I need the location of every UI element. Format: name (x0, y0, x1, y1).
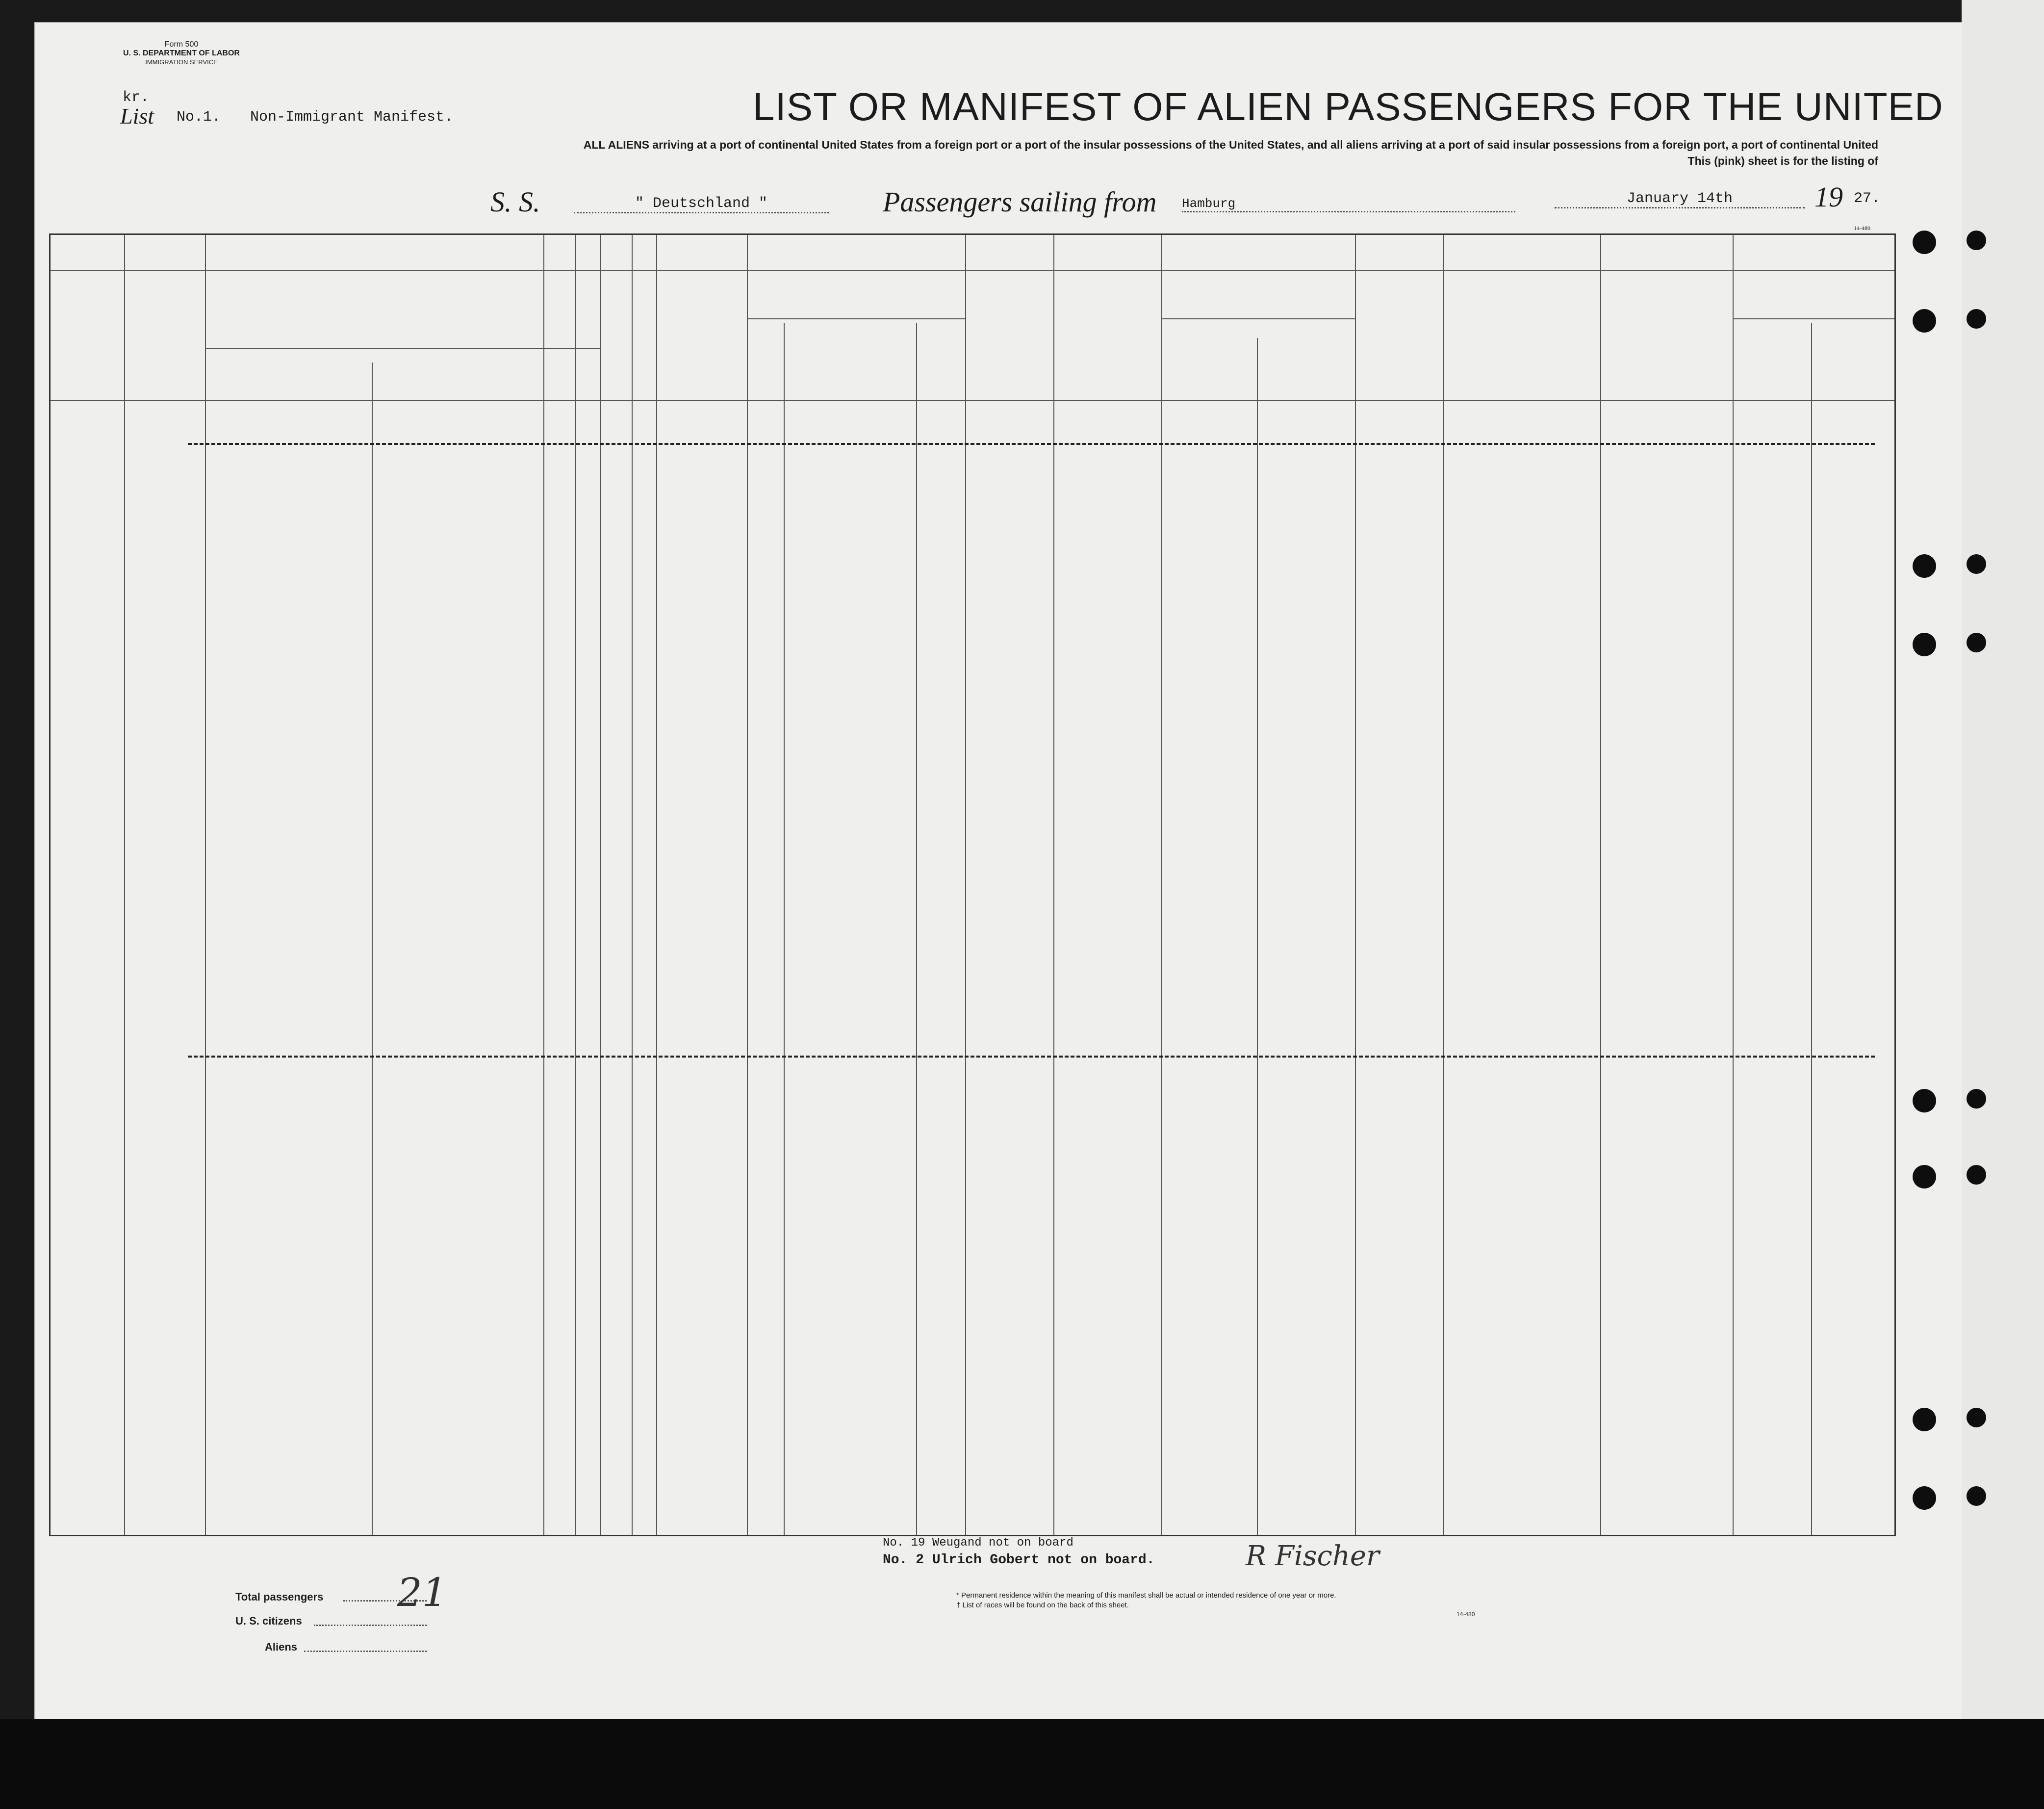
ship-name: " Deutschland " (574, 195, 829, 213)
table-row (51, 1190, 1894, 1226)
table-row (51, 1226, 1894, 1263)
department-name: U. S. DEPARTMENT OF LABOR (123, 49, 240, 57)
table-row (51, 577, 1894, 614)
punch-hole (1913, 1486, 1936, 1510)
header-rule (747, 318, 965, 319)
punch-hole (1967, 633, 1986, 652)
table-row (51, 613, 1894, 649)
year-prefix: 19 (1814, 181, 1843, 213)
list-label: List (120, 103, 154, 129)
table-row (51, 1370, 1894, 1407)
form-number: Form 500 (164, 40, 199, 49)
total-passengers-value: 21 (397, 1570, 447, 1615)
manifest-table (49, 233, 1896, 1536)
table-row (51, 1082, 1894, 1118)
page-title: LIST OR MANIFEST OF ALIEN PASSENGERS FOR THE UNITED (753, 85, 1943, 129)
form-code-top: 14-480 (1854, 225, 1870, 232)
table-row (51, 902, 1894, 938)
table-row (51, 866, 1894, 902)
table-row (51, 649, 1894, 686)
header-rule (1733, 318, 1894, 319)
form-code-bottom: 14-480 (1456, 1611, 1475, 1618)
kr-mark: kr. (123, 89, 150, 106)
ss-label: S. S. (490, 186, 540, 218)
table-row (51, 1262, 1894, 1298)
punch-hole (1967, 1486, 1986, 1506)
subtitle-line-2: This (pink) sheet is for the listing of (1687, 155, 1878, 167)
table-row (51, 433, 1894, 469)
service-name: IMMIGRATION SERVICE (145, 58, 218, 66)
sailing-label: Passengers sailing from (883, 186, 1157, 218)
punch-hole (1913, 309, 1936, 333)
punch-hole (1913, 1165, 1936, 1189)
punch-hole (1967, 309, 1986, 329)
aliens-label: Aliens (265, 1641, 298, 1653)
table-row (51, 541, 1894, 577)
table-row (51, 938, 1894, 974)
strike-through-line (188, 1056, 1875, 1058)
punch-hole (1967, 554, 1986, 574)
us-citizens-dots (314, 1625, 427, 1626)
manifest-type: Non-Immigrant Manifest. (250, 109, 454, 126)
year-suffix: 27. (1854, 190, 1881, 207)
footnote-residence: * Permanent residence within the meaning of this manifest shall be actual or intended residence of one year or more. (956, 1591, 1336, 1600)
us-citizens-label: U. S. citizens (235, 1615, 302, 1627)
table-row (51, 1334, 1894, 1370)
header-rule (1161, 318, 1355, 319)
table-row (51, 685, 1894, 722)
table-row (51, 757, 1894, 794)
table-row (51, 1046, 1894, 1082)
punch-hole (1913, 554, 1936, 578)
total-passengers-label: Total passengers (235, 1591, 324, 1603)
note-row-19: No. 19 Weugand not on board (883, 1536, 1073, 1550)
table-row (51, 1406, 1894, 1443)
table-row (51, 829, 1894, 866)
table-row (51, 397, 1894, 433)
scan-background (0, 1719, 2044, 1809)
adjacent-page-edge (1962, 0, 2044, 1809)
punch-hole (1967, 1089, 1986, 1109)
punch-hole (1913, 1089, 1936, 1112)
punch-hole (1913, 633, 1936, 656)
sailing-date: January 14th (1555, 190, 1805, 208)
table-row (51, 469, 1894, 505)
subtitle-line-1: ALL ALIENS arriving at a port of continental United States from a foreign port or a port of the insular possessions of the United States, and all aliens arriving at a port of said insular possessions from a foreign port, a port of continental United (583, 138, 1878, 151)
table-row (51, 1443, 1894, 1479)
punch-hole (1967, 1165, 1986, 1185)
header-rule (543, 348, 600, 349)
table-row (51, 1298, 1894, 1335)
punch-hole (1913, 1408, 1936, 1431)
table-row (51, 974, 1894, 1010)
table-row (51, 1154, 1894, 1190)
punch-hole (1913, 231, 1936, 254)
signature: R Fischer (1246, 1540, 1380, 1572)
punch-hole (1967, 1408, 1986, 1427)
note-row-2: No. 2 Ulrich Gobert not on board. (883, 1552, 1155, 1568)
header-rule (205, 348, 543, 349)
strike-through-line (188, 443, 1875, 445)
list-number: No.1. (177, 109, 221, 126)
departure-port: Hamburg (1182, 196, 1515, 212)
aliens-dots (304, 1651, 427, 1652)
table-row (51, 505, 1894, 542)
table-row (51, 1118, 1894, 1154)
punch-hole (1967, 231, 1986, 250)
table-row (51, 794, 1894, 830)
footnote-races: † List of races will be found on the back of this sheet. (956, 1601, 1129, 1609)
table-row (51, 722, 1894, 758)
table-row (51, 1010, 1894, 1046)
form-header (98, 40, 265, 67)
